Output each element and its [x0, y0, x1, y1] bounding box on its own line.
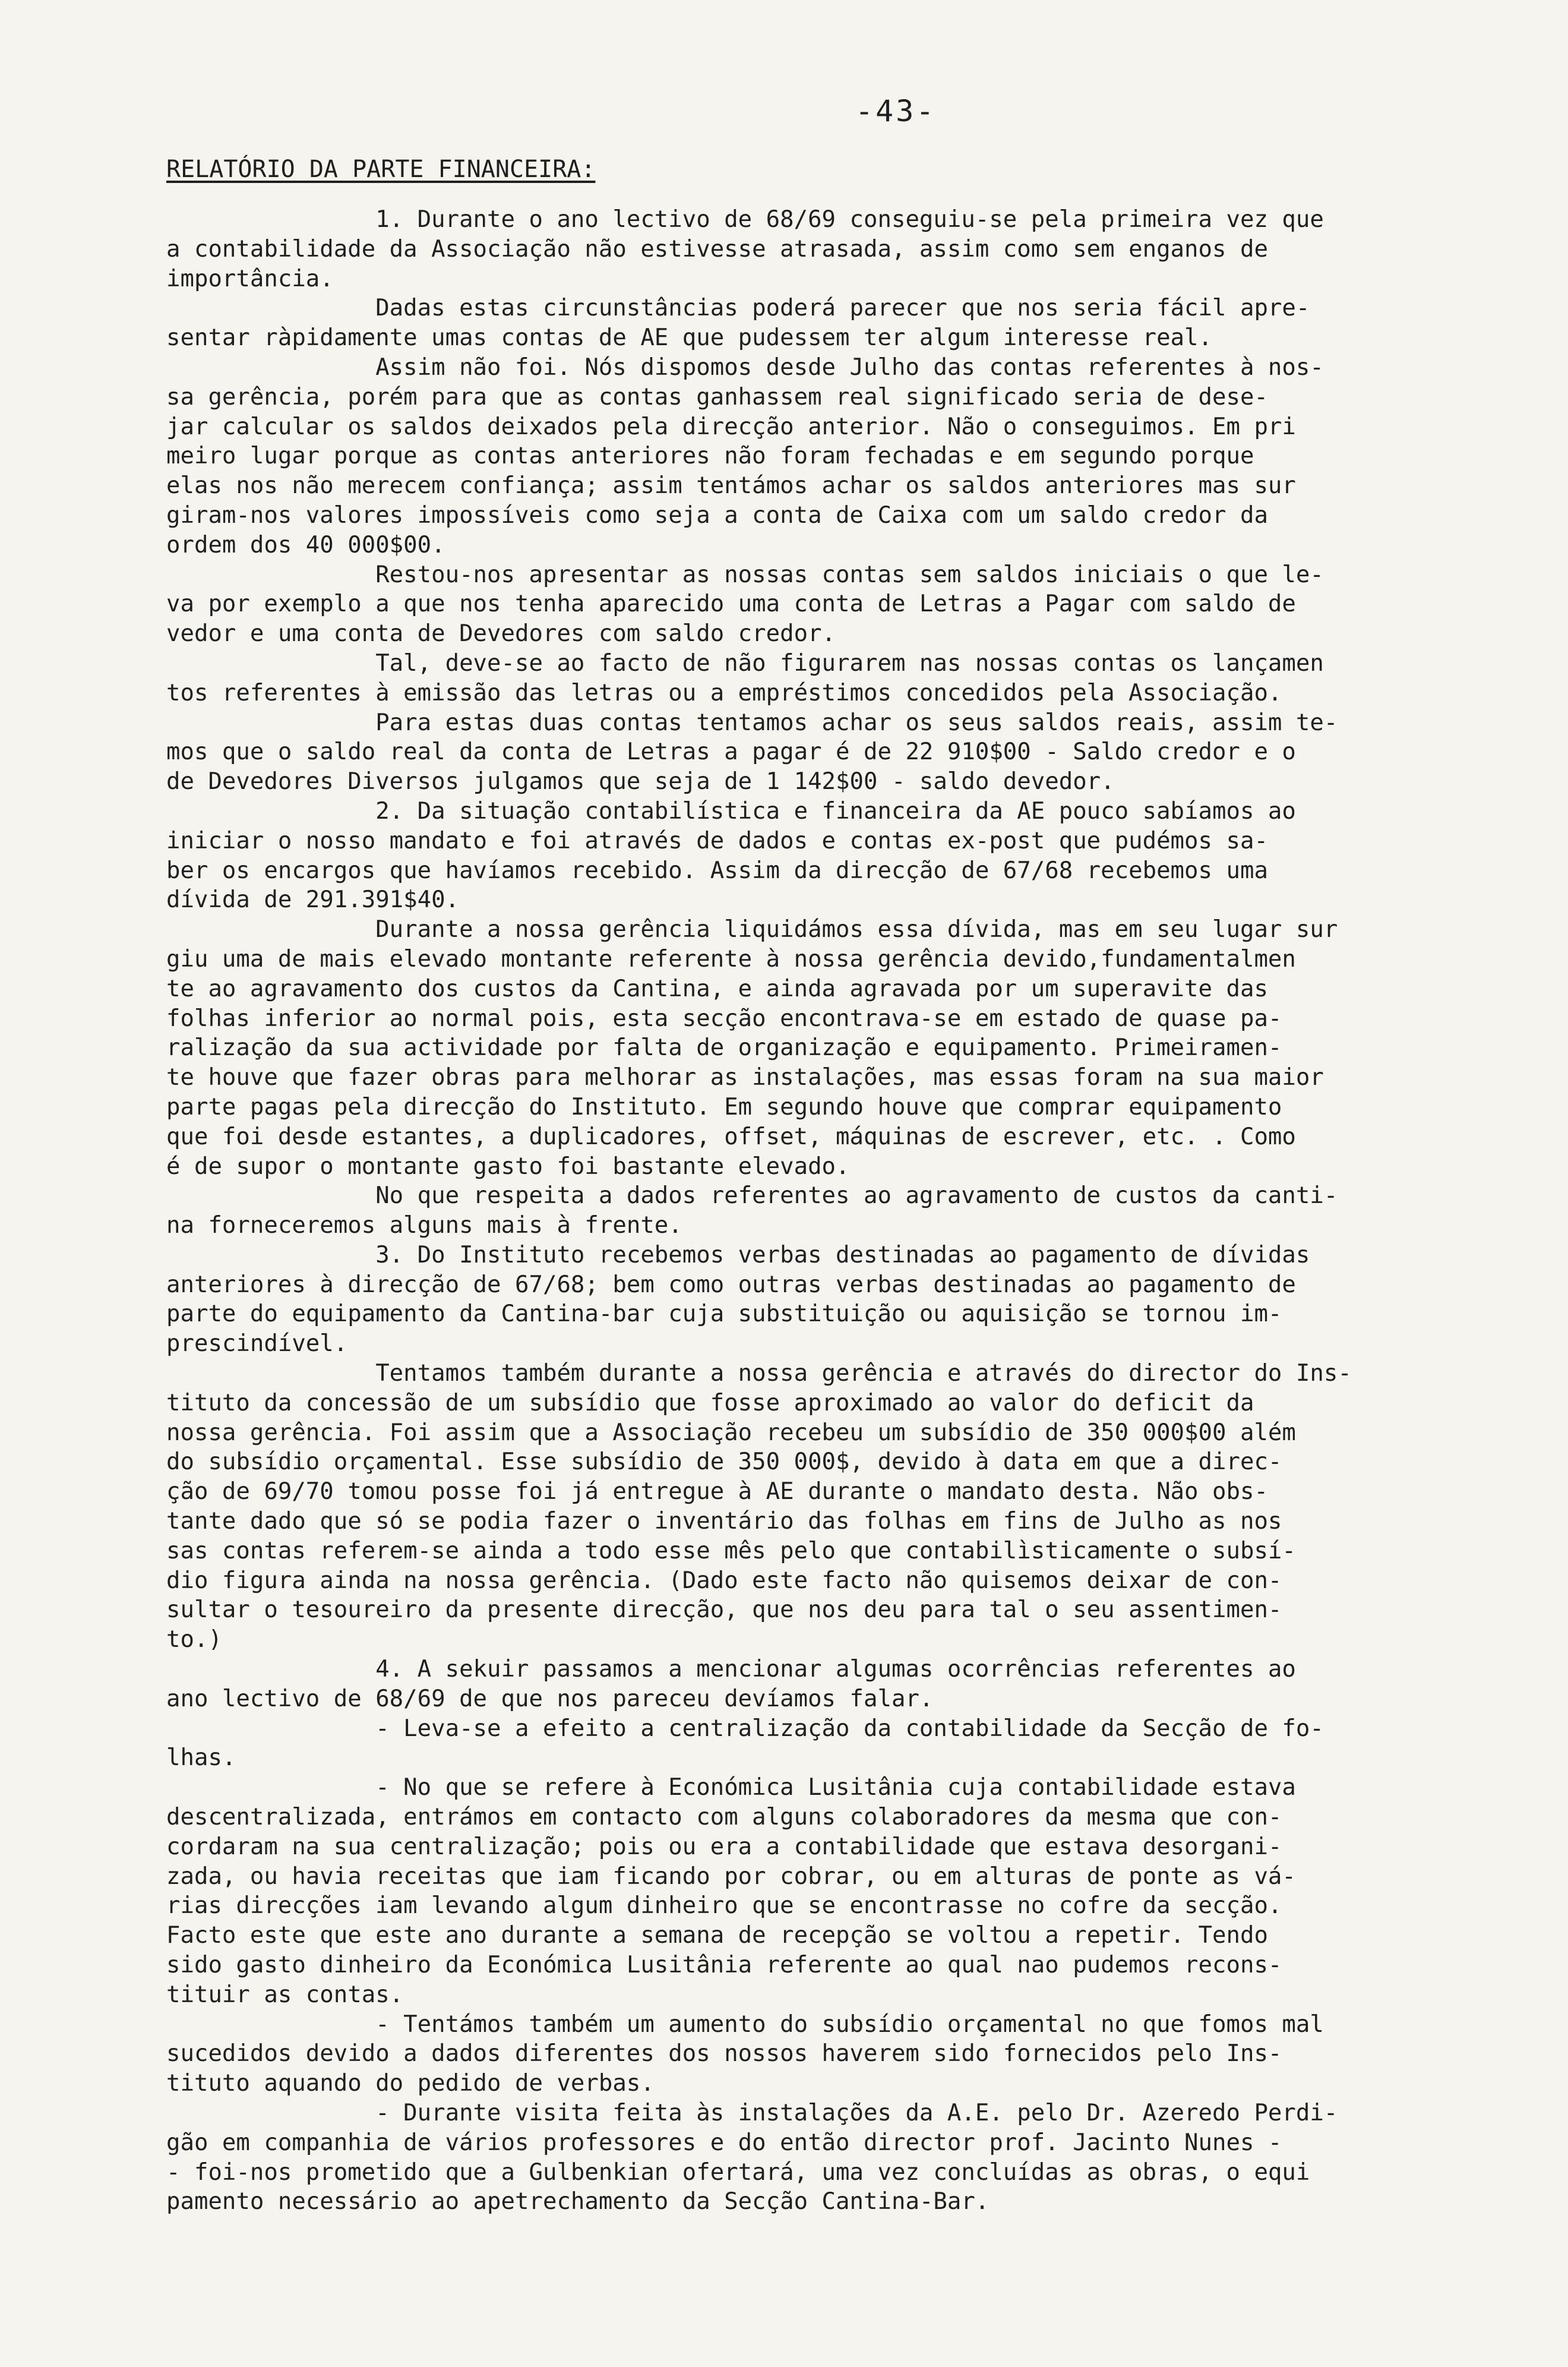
- text-line: sas contas referem-se ainda a todo esse mês pelo que contabilìsticamente o subsí-: [166, 1537, 1296, 1564]
- report-title: RELATÓRIO DA PARTE FINANCEIRA:: [166, 156, 596, 183]
- text-line: Para estas duas contas tentamos achar os seus saldos reais, assim te-: [166, 709, 1338, 736]
- text-line: folhas inferior ao normal pois, esta secção encontrava-se em estado de quase pa-: [166, 1005, 1282, 1032]
- text-line: 4. A sekuir passamos a mencionar algumas ocorrências referentes ao: [166, 1656, 1296, 1683]
- text-line: No que respeita a dados referentes ao agravamento de custos da canti-: [166, 1182, 1338, 1210]
- text-line: jar calcular os saldos deixados pela direcção anterior. Não o conseguimos. Em pri: [166, 413, 1296, 440]
- text-line: to.): [166, 1626, 222, 1653]
- text-line: Dadas estas circunstâncias poderá parecer que nos seria fácil apre-: [166, 295, 1310, 322]
- text-line: dio figura ainda na nossa gerência. (Dado este facto não quisemos deixar de con-: [166, 1567, 1282, 1594]
- text-line: - Durante visita feita às instalações da A.E. pelo Dr. Azeredo Perdi-: [166, 2100, 1338, 2126]
- text-line: nossa gerência. Foi assim que a Associação recebeu um subsídio de 350 000$00 além: [166, 1419, 1296, 1446]
- text-line: giu uma de mais elevado montante referente à nossa gerência devido,fundamentalmen: [166, 945, 1296, 973]
- text-line: descentralizada, entrámos em contacto com alguns colaboradores da mesma que con-: [166, 1804, 1282, 1831]
- text-line: - foi-nos prometido que a Gulbenkian ofertará, uma vez concluídas as obras, o equi: [166, 2158, 1310, 2186]
- text-line: ralização da sua actividade por falta de organização e equipamento. Primeiramen-: [166, 1034, 1282, 1062]
- text-line: Restou-nos apresentar as nossas contas sem saldos iniciais o que le-: [166, 561, 1324, 588]
- text-line: 2. Da situação contabilística e financeira da AE pouco sabíamos ao: [166, 797, 1296, 825]
- text-line: Facto este que este ano durante a semana de recepção se voltou a repetir. Tendo: [166, 1922, 1268, 1949]
- text-line: te houve que fazer obras para melhorar as instalações, mas essas foram na sua maior: [166, 1064, 1324, 1091]
- text-line: sa gerência, porém para que as contas ganhassem real significado seria de dese-: [166, 383, 1268, 411]
- text-line: vedor e uma conta de Devedores com saldo credor.: [166, 620, 836, 648]
- text-line: tituto da concessão de um subsídio que fosse aproximado ao valor do deficit da: [166, 1389, 1254, 1416]
- text-line: giram-nos valores impossíveis como seja a conta de Caixa com um saldo credor da: [166, 501, 1268, 529]
- text-line: tituto aquando do pedido de verbas.: [166, 2070, 655, 2097]
- text-line: anteriores à direcção de 67/68; bem como outras verbas destinadas ao pagamento de: [166, 1271, 1296, 1298]
- text-line: rias direcções iam levando algum dinheiro que se encontrasse no cofre da secção.: [166, 1892, 1282, 1920]
- text-line: sido gasto dinheiro da Económica Lusitânia referente ao qual nao pudemos recons-: [166, 1952, 1282, 1979]
- text-line: va por exemplo a que nos tenha aparecido uma conta de Letras a Pagar com saldo de: [166, 591, 1296, 618]
- page-number: -43-: [855, 94, 937, 128]
- text-line: te ao agravamento dos custos da Cantina, e ainda agravada por um superavite das: [166, 975, 1268, 1002]
- text-line: - No que se refere à Económica Lusitânia cuja contabilidade estava: [166, 1774, 1296, 1801]
- report-body: [166, 205, 1473, 2217]
- text-line: 1. Durante o ano lectivo de 68/69 conseguiu-se pela primeira vez que: [166, 206, 1324, 233]
- text-line: do subsídio orçamental. Esse subsídio de 350 000$, devido à data em que a direc-: [166, 1448, 1282, 1476]
- text-line: tituir as contas.: [166, 1981, 404, 2008]
- text-line: elas nos não merecem confiança; assim tentámos achar os saldos anteriores mas sur: [166, 472, 1296, 500]
- text-line: ordem dos 40 000$00.: [166, 531, 445, 558]
- text-line: tos referentes à emissão das letras ou a empréstimos concedidos pela Associação.: [166, 679, 1282, 706]
- text-line: Tentamos também durante a nossa gerência e através do director do Ins-: [166, 1360, 1352, 1387]
- text-line: importância.: [166, 265, 334, 292]
- text-line: Assim não foi. Nós dispomos desde Julho das contas referentes à nos-: [166, 354, 1324, 381]
- text-line: iniciar o nosso mandato e foi através de dados e contas ex-post que pudémos sa-: [166, 827, 1268, 854]
- text-line: lhas.: [166, 1744, 236, 1772]
- text-line: é de supor o montante gasto foi bastante elevado.: [166, 1153, 850, 1180]
- text-line: gão em companhia de vários professores e do então director prof. Jacinto Nunes -: [166, 2129, 1282, 2156]
- text-line: mos que o saldo real da conta de Letras a pagar é de 22 910$00 - Saldo credor e o: [166, 738, 1296, 766]
- text-line: que foi desde estantes, a duplicadores, offset, máquinas de escrever, etc. . Como: [166, 1123, 1296, 1150]
- text-line: ano lectivo de 68/69 de que nos pareceu devíamos falar.: [166, 1685, 934, 1712]
- text-line: Durante a nossa gerência liquidámos essa dívida, mas em seu lugar sur: [166, 916, 1338, 943]
- text-line: de Devedores Diversos julgamos que seja de 1 142$00 - saldo devedor.: [166, 768, 1115, 796]
- text-line: sultar o tesoureiro da presente direcção, que nos deu para tal o seu assentimen-: [166, 1596, 1282, 1624]
- text-line: sentar ràpidamente umas contas de AE que pudessem ter algum interesse real.: [166, 324, 1212, 352]
- text-line: ção de 69/70 tomou posse foi já entregue à AE durante o mandato desta. Não obs-: [166, 1478, 1268, 1506]
- text-line: - Tentámos também um aumento do subsídio orçamental no que fomos mal: [166, 2011, 1324, 2038]
- text-line: 3. Do Instituto recebemos verbas destinadas ao pagamento de dívidas: [166, 1241, 1310, 1268]
- text-line: parte pagas pela direcção do Instituto. Em segundo houve que comprar equipamento: [166, 1093, 1282, 1121]
- text-line: parte do equipamento da Cantina-bar cuja substituição ou aquisição se tornou im-: [166, 1301, 1282, 1328]
- text-line: cordaram na sua centralização; pois ou era a contabilidade que estava desorgani-: [166, 1833, 1282, 1860]
- text-line: Tal, deve-se ao facto de não figurarem nas nossas contas os lançamen: [166, 649, 1324, 677]
- text-line: prescindível.: [166, 1330, 348, 1358]
- text-line: tante dado que só se podia fazer o inventário das folhas em fins de Julho as nos: [166, 1508, 1282, 1535]
- text-line: zada, ou havia receitas que iam ficando por cobrar, ou em alturas de ponte as vá-: [166, 1863, 1296, 1890]
- text-line: na forneceremos alguns mais à frente.: [166, 1212, 682, 1239]
- text-line: dívida de 291.391$40.: [166, 886, 460, 914]
- text-line: ber os encargos que havíamos recebido. Assim da direcção de 67/68 recebemos uma: [166, 857, 1268, 884]
- text-line: - Leva-se a efeito a centralização da contabilidade da Secção de fo-: [166, 1715, 1324, 1742]
- text-line: meiro lugar porque as contas anteriores não foram fechadas e em segundo porque: [166, 443, 1254, 470]
- text-line: pamento necessário ao apetrechamento da Secção Cantina-Bar.: [166, 2188, 990, 2215]
- text-line: sucedidos devido a dados diferentes dos nossos haverem sido fornecidos pelo Ins-: [166, 2040, 1282, 2068]
- text-line: a contabilidade da Associação não estivesse atrasada, assim como sem enganos de: [166, 235, 1268, 263]
